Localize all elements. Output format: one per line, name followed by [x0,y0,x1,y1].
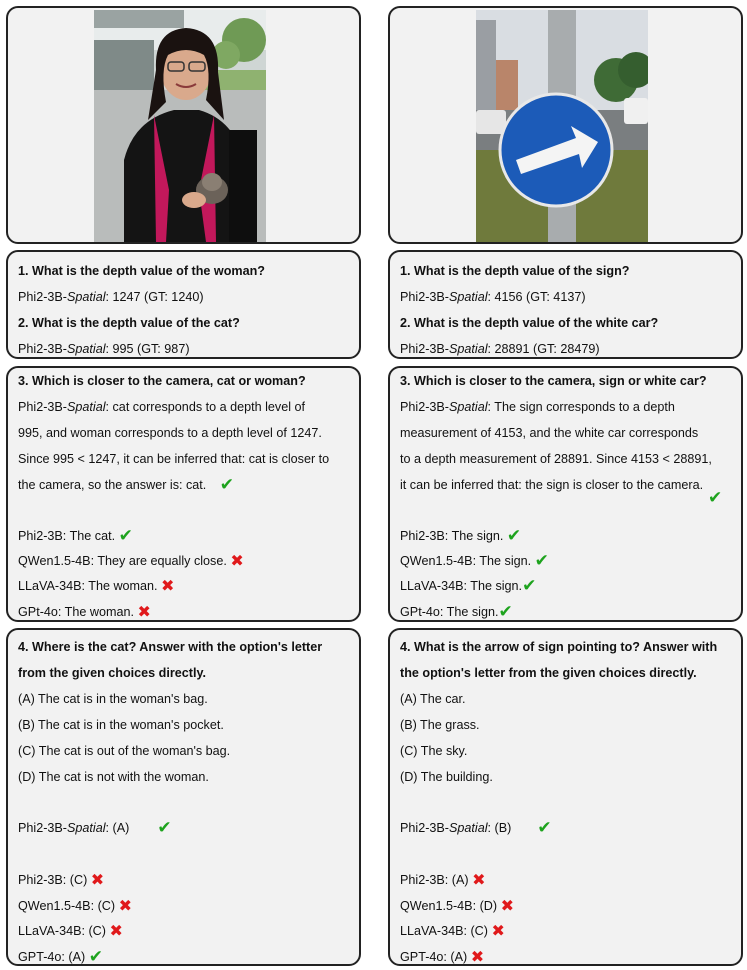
correct-check-icon: ✔ [88,947,103,966]
wrong-cross-icon: ✖ [137,604,151,621]
model-answer: QWen1.5-4B: (C) ✖ [18,898,132,915]
woman-with-cat-photo [94,10,266,242]
model-answer: QWen1.5-4B: They are equally close. ✖ [18,553,244,570]
model-answer: GPT-4o: (A) ✔ [18,947,103,966]
model-answer: QWen1.5-4B: (D) ✖ [400,898,514,915]
reasoning-line-4: it can be inferred that: the sign is closer to the camera. [400,478,704,492]
model-answer: Phi2-3B: The cat. ✔ [18,526,133,545]
wrong-cross-icon: ✖ [230,553,244,570]
question-3: 3. Which is closer to the camera, cat or woman? [18,374,306,388]
wrong-cross-icon: ✖ [90,872,105,889]
wrong-cross-icon: ✖ [470,949,485,966]
right-image-panel [388,6,743,244]
reasoning-line-1: Phi2-3B-Spatial: cat corresponds to a depth level of [18,400,306,414]
model-answer: LLaVA-34B: The sign.✔ [400,576,537,595]
model-answer: GPt-4o: The woman. ✖ [18,604,151,621]
correct-check-icon: ✔ [534,551,549,570]
question-4-line-1: 4. What is the arrow of sign pointing to? Answer with [400,640,718,654]
right-depth-panel [388,250,743,359]
spatial-answer: Phi2-3B-Spatial: (A) ✔ [18,818,172,837]
question-4-line-2: the option's letter from the given choices directly. [400,666,697,680]
correct-check-icon: ✔ [118,526,133,545]
left-choice-panel [6,628,361,966]
correct-check-icon: ✔ [498,602,513,621]
reasoning-line-2: 995, and woman corresponds to a depth level of 1247. [18,426,322,440]
wrong-cross-icon: ✖ [161,578,175,595]
correct-check-icon: ✔ [522,576,537,595]
option: (C) The sky. [400,744,468,758]
model-answer: LLaVA-34B: The woman. ✖ [18,578,175,595]
correct-check-icon: ✔ [506,526,522,545]
model-answer: QWen1.5-4B: The sign. ✔ [400,551,549,570]
question-1: 1. What is the depth value of the woman? [18,264,265,278]
reasoning-line-3: to a depth measurement of 28891. Since 4153 < 28891, [400,452,712,466]
left-closer-panel [6,366,361,622]
left-image-panel [6,6,361,244]
wrong-cross-icon: ✖ [500,898,514,915]
model-answer: Phi2-3B: (C) ✖ [18,872,105,889]
question-1: 1. What is the depth value of the sign? [400,264,630,278]
answer-1: Phi2-3B-Spatial: 1247 (GT: 1240) [18,290,204,304]
question-2: 2. What is the depth value of the cat? [18,316,240,330]
reasoning-line-4: the camera, so the answer is: cat. ✔ [18,475,235,494]
wrong-cross-icon: ✖ [491,923,505,940]
model-answer: Phi2-3B: (A) ✖ [400,872,486,889]
model-answer: GPT-4o: (A) ✖ [400,949,485,966]
wrong-cross-icon: ✖ [109,923,123,940]
spatial-answer: Phi2-3B-Spatial: (B) ✔ [400,818,552,837]
correct-check-icon: ✔ [157,818,172,837]
answer-1: Phi2-3B-Spatial: 4156 (GT: 4137) [400,290,586,304]
road-sign-photo [476,10,648,242]
question-2: 2. What is the depth value of the white car? [400,316,659,330]
option: (A) The cat is in the woman's bag. [18,692,208,706]
option: (B) The cat is in the woman's pocket. [18,718,224,732]
reasoning-line-2: measurement of 4153, and the white car corresponds [400,426,699,440]
road-sign-image [476,10,648,242]
wrong-cross-icon: ✖ [118,898,132,915]
answer-2: Phi2-3B-Spatial: 995 (GT: 987) [18,342,190,356]
answer-2: Phi2-3B-Spatial: 28891 (GT: 28479) [400,342,600,356]
right-closer-panel [388,366,743,622]
model-answer: Phi2-3B: The sign. ✔ [400,526,522,545]
option: (B) The grass. [400,718,480,732]
option: (C) The cat is out of the woman's bag. [18,744,231,758]
option: (A) The car. [400,692,466,706]
model-answer: GPt-4o: The sign.✔ [400,602,513,621]
model-answer: LLaVA-34B: (C) ✖ [18,923,123,940]
reasoning-line-1: Phi2-3B-Spatial: The sign corresponds to a depth [400,400,675,414]
question-3: 3. Which is closer to the camera, sign or white car? [400,374,707,388]
option: (D) The cat is not with the woman. [18,770,209,784]
wrong-cross-icon: ✖ [472,872,486,889]
right-choice-panel [388,628,743,966]
model-answer: LLaVA-34B: (C) ✖ [400,923,505,940]
question-4-line-1: 4. Where is the cat? Answer with the option's letter [18,640,323,654]
correct-check-icon: ✔ [219,475,235,494]
correct-check-icon: ✔ [537,818,552,837]
question-4-line-2: from the given choices directly. [18,666,207,680]
option: (D) The building. [400,770,493,784]
correct-check-icon: ✔ [708,488,723,507]
woman-with-cat-image [94,10,266,242]
reasoning-line-3: Since 995 < 1247, it can be inferred that: cat is closer to [18,452,330,466]
left-depth-panel [6,250,361,359]
